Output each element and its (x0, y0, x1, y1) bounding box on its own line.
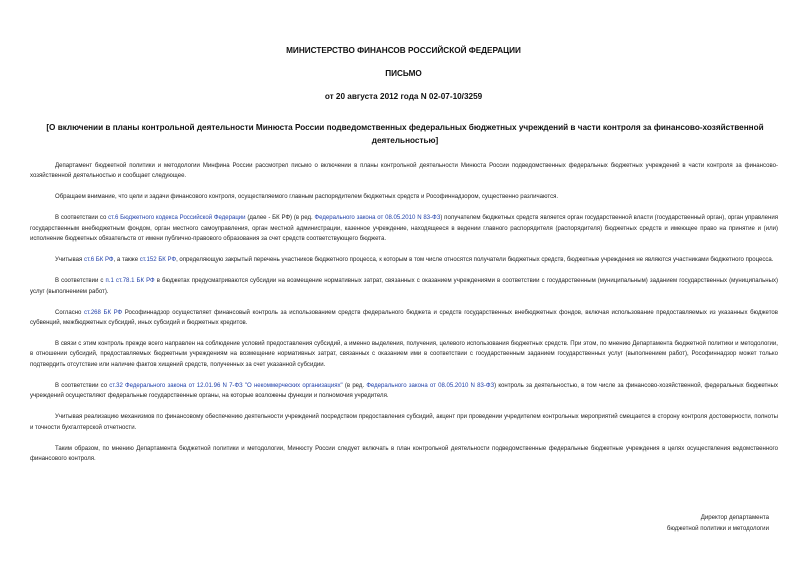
paragraph-text: ) получателем бюджетных средств является орган государственной власти (государственный орган), орган управления государственным внебюджетным фондом, орган местного самоуправления, орган местной администрации, казенное учреждение, находящееся в ведении главного распорядителя (распорядителя) бюджетных средств и имеющее право на принятие и (или) исполнение бюджетных обязательств от имени публично-правового образования за счет средств соответствующего бюджета. (30, 215, 778, 243)
paragraph-text: В соответствии со (55, 215, 109, 222)
link-bk-art78-1[interactable]: п.1 ст.78.1 БК РФ (105, 278, 155, 285)
paragraph-9: Учитывая реализацию механизмов по финансовому обеспечению деятельности учреждений посредством предоставления субсидий, акцент при проведении учредителем контрольных мероприятий смещается в сторону контроля достоверности, полноты и точности бухгалтерской отчетности. (30, 414, 778, 431)
link-nko-law-art32[interactable]: ст.32 Федерального закона от 12.01.96 N 7-ФЗ "О некоммерческих организациях" (109, 382, 343, 389)
signature-department: бюджетной политики и методологии (666, 525, 769, 532)
paragraph-4 (30, 255, 778, 265)
signature-block (667, 512, 769, 534)
link-bk-art268[interactable]: ст.268 БК РФ (84, 309, 123, 316)
paragraph-text: , определяющую закрытый перечень участников бюджетного процесса, к которым в том числе относятся получатели бюджетных средств, бюджетные учреждения не являются участниками бюджетного процесса. (176, 257, 774, 264)
link-budget-code-art6[interactable]: ст.6 Бюджетного кодекса Российской Федерации (108, 215, 246, 222)
paragraph-text: в бюджетах предусматриваются субсидии на возмещение нормативных затрат, связанных с оказанием учреждениями в соответствии с государственным (муниципальным) заданием государственных (муниципальных) услуг (выполнением работ). (30, 278, 779, 295)
paragraph-text: Учитывая (55, 257, 84, 264)
paragraph-7: В связи с этим контроль прежде всего направлен на соблюдение условий предоставления субсидий, а именно выделения, получения, целевого использования бюджетных средств. При этом, по мнению Департамента бюджетной политики и методологии, в отношении субсидий, предоставляемых бюджетным учреждениям на возмещение нормативных затрат, связанных с оказанием ими в соответствии с государственным заданием государственных услуг (выполнением работ), Рософиннадзор может только подтвердить отсутствие или наличие фактов хищений средств, полученных за счет указанной субсидии. (30, 341, 778, 368)
paragraph-1: Департамент бюджетной политики и методологии Минфина России рассмотрел письмо о включении в планы контрольной деятельности Минюста России подведомственных федеральных бюджетных учреждений в части контроля за финансово-хозяйственной деятельностью и сообщает следующее. (30, 163, 778, 180)
paragraph-5 (30, 276, 778, 297)
paragraph-10: Таким образом, по мнению Департамента бюджетной политики и методологии, Минюсту России следует включать в план контрольной деятельности подведомственные федеральные бюджетные учреждения в целях осуществления ведомственного финансового контроля. (30, 445, 778, 463)
link-federal-law-83fz[interactable]: Федерального закона от 08.05.2010 N 83-ФЗ (314, 215, 441, 222)
document-date: от 20 августа 2012 года N 02-07-10/3259 (324, 92, 483, 101)
link-bk-art152[interactable]: ст.152 БК РФ (139, 257, 177, 264)
link-bk-art6[interactable]: ст.6 БК РФ (83, 257, 114, 264)
paragraph-8 (30, 381, 778, 402)
paragraph-text: , а также (113, 257, 140, 264)
document-body (30, 161, 778, 475)
paragraph-text: (в ред. (342, 382, 367, 389)
paragraph-3 (30, 213, 778, 244)
paragraph-text: (далее - БК РФ) (в ред. (245, 215, 315, 222)
document-subject: [О включении в планы контрольной деятельности Минюста России подведомственных федеральных бюджетных учреждений в части контроля за финансово-хозяйственной деятельностью] (46, 123, 764, 145)
paragraph-text: В соответствии со (55, 382, 110, 389)
paragraph-text: Рософиннадзор осуществляет финансовый контроль за использованием средств федерального бюджета и средств государственных внебюджетных фондов, включая использование предоставляемых из указанных бюджетов субвенций, межбюджетных субсидий, иных субсидий и бюджетных кредитов. (30, 309, 778, 327)
paragraph-6 (30, 308, 778, 329)
ministry-title: МИНИСТЕРСТВО ФИНАНСОВ РОССИЙСКОЙ ФЕДЕРАЦИИ (286, 46, 521, 55)
paragraph-text: ) контроль за деятельностью, в том числе за финансово-хозяйственной, федеральных бюджетных учреждений осуществляют федеральные государственные органы, на которые возложены функции и полномочия учредителя. (30, 382, 778, 400)
paragraph-text: Согласно (55, 309, 85, 316)
paragraph-text: В соответствии с (55, 278, 106, 285)
document-type: ПИСЬМО (385, 69, 422, 78)
link-federal-law-83fz[interactable]: Федерального закона от 08.05.2010 N 83-ФЗ (366, 382, 495, 389)
paragraph-2: Обращаем внимание, что цели и задачи финансового контроля, осуществляемого главным распорядителем бюджетных средств и Рософиннадзором, существенно различаются. (55, 194, 559, 201)
signature-title: Директор департамента (700, 514, 769, 521)
